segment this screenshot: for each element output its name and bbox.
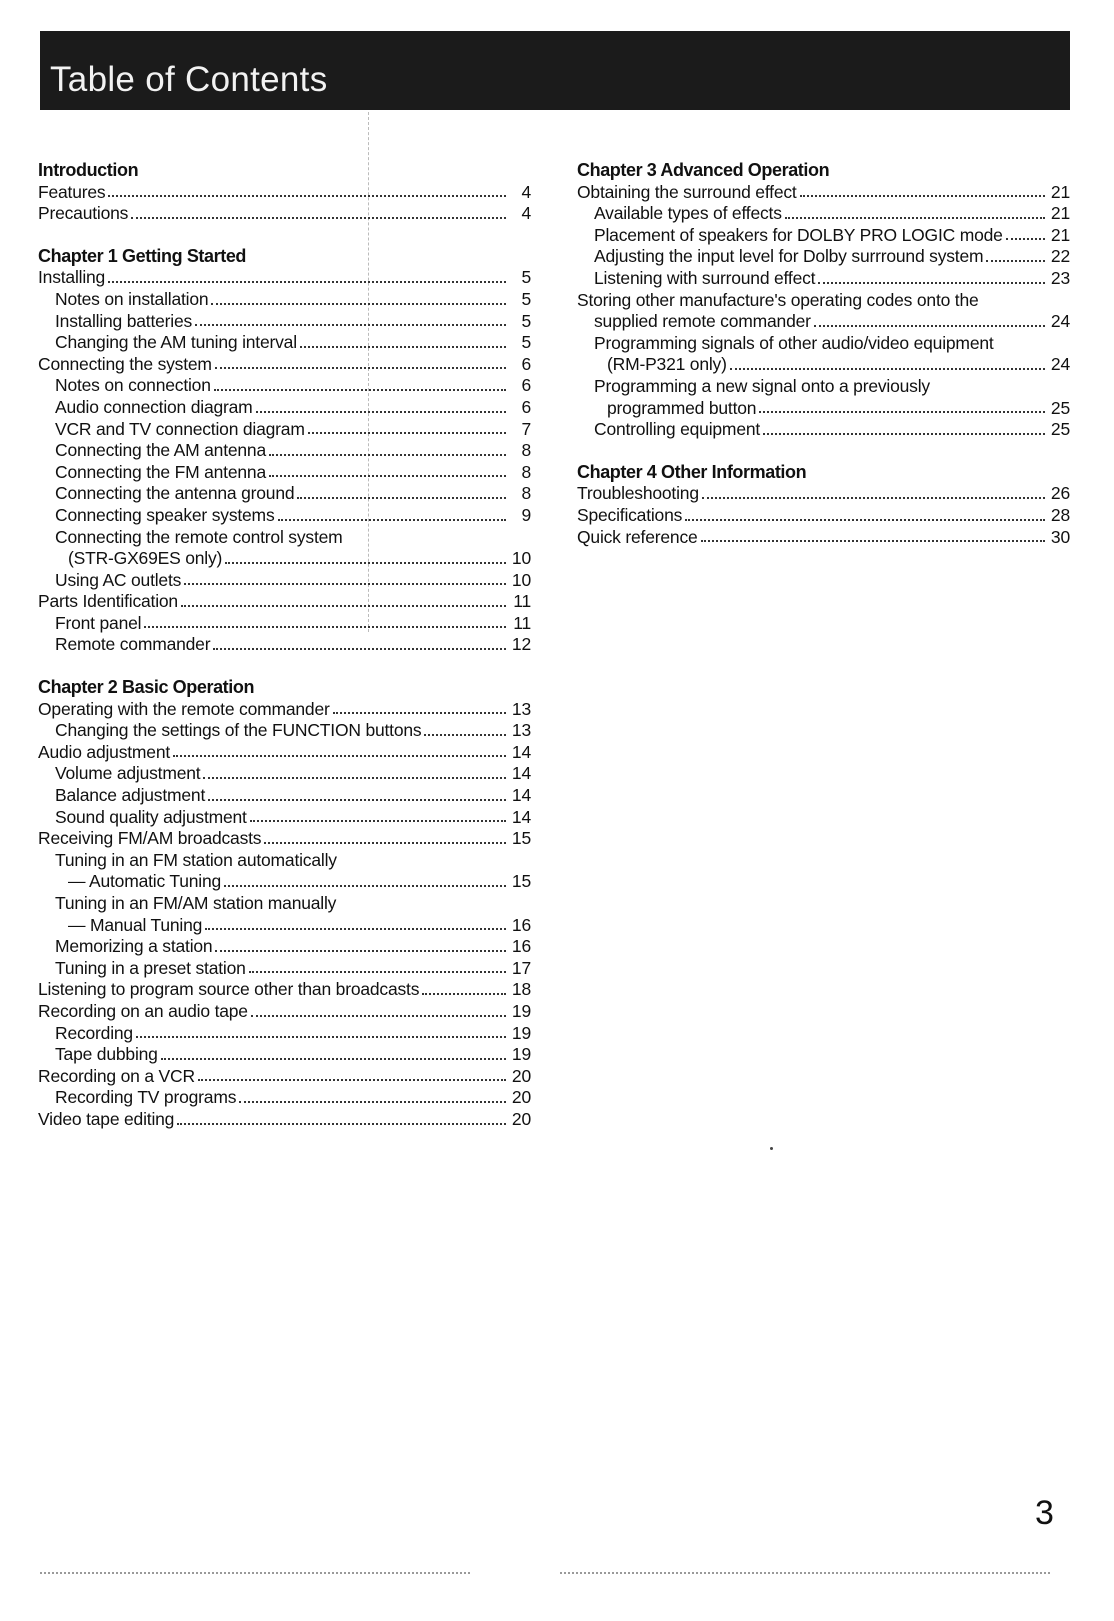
entry-page: 13	[511, 720, 531, 741]
dot-leader	[424, 734, 506, 736]
toc-entry	[38, 742, 531, 764]
scan-noise-left	[40, 1572, 470, 1574]
toc-entry	[38, 915, 531, 937]
toc-left-column	[38, 160, 531, 1152]
entry-title: (RM-P321 only)	[607, 354, 727, 375]
toc-entry	[38, 699, 531, 721]
dot-leader	[136, 1036, 506, 1038]
entry-title: Sound quality adjustment	[55, 806, 247, 827]
dot-leader	[214, 389, 506, 391]
toc-entry	[577, 203, 1070, 225]
toc-entry	[38, 354, 531, 376]
dot-leader	[278, 519, 507, 521]
dot-leader	[215, 367, 506, 369]
dot-leader	[264, 842, 506, 844]
entry-title: Features	[38, 181, 106, 202]
entry-title: Tuning in an FM/AM station manually	[55, 893, 337, 913]
entry-page: 28	[1050, 504, 1070, 525]
toc-entry	[38, 1109, 531, 1131]
entry-title: Connecting the system	[38, 353, 212, 374]
entry-page: 8	[521, 440, 531, 461]
entry-title: Precautions	[38, 203, 129, 224]
entry-page: 14	[511, 806, 531, 827]
dot-leader	[239, 1101, 506, 1103]
entry-page: 20	[511, 1087, 531, 1108]
dot-leader	[251, 1015, 506, 1017]
dot-leader	[198, 1079, 506, 1081]
toc-entry	[577, 354, 1070, 376]
dot-leader	[422, 993, 506, 995]
entry-page: 6	[521, 396, 531, 417]
dot-leader	[759, 411, 1045, 413]
toc-entry	[38, 203, 531, 225]
toc-entry	[38, 462, 531, 484]
entry-title: — Manual Tuning	[68, 914, 203, 935]
entry-page: 16	[511, 914, 531, 935]
toc-entry	[38, 785, 531, 807]
dot-leader	[333, 712, 506, 714]
entry-page: 5	[521, 332, 531, 353]
title-banner	[40, 31, 1070, 110]
toc-entry	[38, 634, 531, 656]
dot-leader	[300, 346, 506, 348]
dot-leader	[195, 324, 506, 326]
entry-title: Tuning in a preset station	[55, 957, 246, 978]
entry-page: 15	[511, 828, 531, 849]
entry-page: 22	[1050, 246, 1070, 267]
entry-title: supplied remote commander	[594, 311, 811, 332]
entry-title: Connecting the FM antenna	[55, 461, 266, 482]
entry-page: 5	[521, 310, 531, 331]
entry-page: 19	[511, 1000, 531, 1021]
dot-leader	[225, 562, 506, 564]
section-heading: Chapter 4 Other Information	[577, 461, 807, 482]
dot-leader	[177, 1123, 506, 1125]
dot-leader	[181, 605, 506, 607]
toc-entry	[577, 311, 1070, 333]
section-heading: Chapter 2 Basic Operation	[38, 677, 255, 698]
toc-entry	[38, 1023, 531, 1045]
entry-page: 25	[1050, 419, 1070, 440]
entry-page: 23	[1050, 267, 1070, 288]
entry-title: Changing the settings of the FUNCTION buttons	[55, 720, 422, 741]
toc-entry	[38, 1087, 531, 1109]
dot-leader	[814, 325, 1045, 327]
entry-title: Storing other manufacture's operating codes onto the	[577, 289, 979, 310]
dot-leader	[269, 475, 506, 477]
toc-entry	[38, 267, 531, 289]
dot-leader	[256, 411, 506, 413]
entry-page: 26	[1050, 483, 1070, 504]
entry-title: Tape dubbing	[55, 1044, 158, 1065]
toc-entry	[38, 936, 531, 958]
page-title: Table of Contents	[50, 60, 328, 99]
entry-title: Quick reference	[577, 526, 698, 547]
entry-page: 4	[521, 203, 531, 224]
entry-page: 18	[511, 979, 531, 1000]
entry-title: Operating with the remote commander	[38, 698, 330, 719]
entry-title: VCR and TV connection diagram	[55, 418, 305, 439]
entry-title: Listening to program source other than broadcasts	[38, 979, 420, 1000]
toc-section	[577, 160, 1070, 441]
entry-page: 6	[521, 375, 531, 396]
dot-leader	[205, 928, 506, 930]
dot-leader	[108, 281, 506, 283]
entry-title: Recording on an audio tape	[38, 1000, 248, 1021]
entry-page: 14	[511, 785, 531, 806]
toc-entry	[577, 527, 1070, 549]
toc-entry	[38, 289, 531, 311]
toc-entry	[38, 548, 531, 570]
section-heading: Chapter 3 Advanced Operation	[577, 160, 830, 180]
toc-entry	[38, 613, 531, 635]
section-heading: Chapter 1 Getting Started	[38, 245, 247, 266]
toc-entry	[38, 397, 531, 419]
entry-title: Notes on installation	[55, 288, 209, 309]
toc-entry	[38, 763, 531, 785]
entry-title: programmed button	[607, 397, 757, 418]
entry-title: Connecting speaker systems	[55, 504, 275, 525]
entry-title: Receiving FM/AM broadcasts	[38, 828, 262, 849]
entry-page: 25	[1050, 397, 1070, 418]
entry-page: 30	[1050, 526, 1070, 547]
toc-entry	[577, 483, 1070, 505]
entry-title: Audio adjustment	[38, 741, 171, 762]
toc-entry	[38, 483, 531, 505]
entry-page: 21	[1050, 181, 1070, 202]
toc-entry	[38, 332, 531, 354]
entry-page: 10	[511, 548, 531, 569]
toc-entry	[38, 871, 531, 893]
entry-title: Listening with surround effect	[594, 267, 816, 288]
entry-title: Volume adjustment	[55, 763, 201, 784]
toc-entry	[577, 246, 1070, 268]
entry-page: 13	[511, 698, 531, 719]
dot-leader	[211, 303, 506, 305]
entry-title: Remote commander	[55, 634, 211, 655]
entry-page: 7	[521, 418, 531, 439]
entry-title: Audio connection diagram	[55, 396, 253, 417]
entry-title: Connecting the antenna ground	[55, 483, 295, 504]
dot-leader	[249, 971, 506, 973]
entry-page: 14	[511, 741, 531, 762]
dot-leader	[224, 885, 506, 887]
dot-leader	[108, 195, 506, 197]
toc-entry	[38, 591, 531, 613]
dot-leader	[785, 217, 1045, 219]
entry-page: 11	[513, 612, 531, 633]
entry-title: Available types of effects	[594, 203, 782, 224]
toc-entry	[38, 720, 531, 742]
toc-entry	[38, 440, 531, 462]
toc-entry	[38, 419, 531, 441]
toc-entry	[577, 419, 1070, 441]
entry-title: Using AC outlets	[55, 569, 182, 590]
toc-entry	[577, 268, 1070, 290]
dot-leader	[184, 583, 506, 585]
entry-title: Placement of speakers for DOLBY PRO LOGIC mode	[594, 224, 1003, 245]
dot-leader	[213, 648, 506, 650]
dot-leader	[308, 432, 506, 434]
dot-leader	[173, 755, 506, 757]
entry-title: Programming signals of other audio/video equipment	[594, 332, 994, 353]
dot-leader	[161, 1058, 506, 1060]
toc-section	[38, 677, 531, 1130]
entry-title: Adjusting the input level for Dolby surrround system	[594, 246, 984, 267]
toc-entry	[38, 1066, 531, 1088]
entry-title: — Automatic Tuning	[68, 871, 222, 892]
entry-title: Tuning in an FM station automatically	[55, 849, 337, 870]
entry-title: Obtaining the surround effect	[577, 181, 797, 202]
entry-title: Installing batteries	[55, 310, 193, 331]
entry-title: Connecting the remote control system	[55, 526, 343, 547]
entry-page: 21	[1050, 224, 1070, 245]
entry-page: 8	[521, 461, 531, 482]
entry-title: (STR-GX69ES only)	[68, 548, 223, 569]
entry-page: 12	[511, 634, 531, 655]
entry-page: 24	[1050, 354, 1070, 375]
entry-page: 5	[521, 267, 531, 288]
entry-page: 17	[511, 957, 531, 978]
toc-entry	[577, 225, 1070, 247]
entry-page: 6	[521, 353, 531, 374]
entry-title: Video tape editing	[38, 1108, 175, 1129]
toc-section	[38, 160, 531, 225]
toc-entry	[38, 828, 531, 850]
toc-entry	[38, 182, 531, 204]
dot-leader	[730, 368, 1045, 370]
dot-leader	[986, 260, 1045, 262]
dot-leader	[144, 626, 506, 628]
entry-title: Recording	[55, 1022, 133, 1043]
toc-entry	[38, 979, 531, 1001]
toc-entry	[38, 1001, 531, 1023]
entry-page: 14	[511, 763, 531, 784]
toc-entry	[38, 527, 531, 549]
entry-page: 21	[1050, 203, 1070, 224]
entry-page: 11	[513, 591, 531, 612]
entry-title: Balance adjustment	[55, 785, 206, 806]
toc-entry	[38, 505, 531, 527]
toc-entry	[38, 850, 531, 872]
entry-title: Changing the AM tuning interval	[55, 332, 297, 353]
dot-leader	[818, 282, 1045, 284]
dot-leader	[685, 519, 1045, 521]
dot-leader	[203, 777, 506, 779]
entry-page: 20	[511, 1108, 531, 1129]
dot-leader	[1006, 238, 1045, 240]
entry-page: 20	[511, 1065, 531, 1086]
dot-leader	[131, 217, 506, 219]
entry-title: Memorizing a station	[55, 936, 213, 957]
toc-section	[38, 246, 531, 656]
dot-leader	[702, 497, 1045, 499]
entry-title: Controlling equipment	[594, 419, 761, 440]
page-number: 3	[1035, 1494, 1054, 1532]
entry-title: Connecting the AM antenna	[55, 440, 266, 461]
toc-entry	[38, 893, 531, 915]
dot-leader	[800, 195, 1045, 197]
toc-section	[577, 462, 1070, 548]
toc-entry	[577, 505, 1070, 527]
entry-title: Installing	[38, 267, 106, 288]
entry-title: Parts Identification	[38, 591, 178, 612]
toc-entry	[38, 807, 531, 829]
section-heading: Introduction	[38, 160, 139, 180]
toc-entry	[577, 290, 1070, 312]
scan-speck	[770, 1147, 773, 1150]
entry-page: 9	[521, 504, 531, 525]
entry-page: 16	[511, 936, 531, 957]
entry-page: 10	[511, 569, 531, 590]
dot-leader	[269, 454, 506, 456]
entry-page: 24	[1050, 311, 1070, 332]
dot-leader	[215, 950, 506, 952]
entry-title: Recording TV programs	[55, 1087, 237, 1108]
entry-page: 15	[511, 871, 531, 892]
entry-page: 8	[521, 483, 531, 504]
entry-page: 4	[521, 181, 531, 202]
entry-page: 5	[521, 288, 531, 309]
toc-entry	[577, 376, 1070, 398]
toc-entry	[577, 333, 1070, 355]
dot-leader	[250, 820, 506, 822]
toc-entry	[38, 570, 531, 592]
toc-entry	[38, 1044, 531, 1066]
entry-title: Notes on connection	[55, 375, 211, 396]
dot-leader	[208, 799, 506, 801]
toc-right-column	[577, 160, 1070, 569]
entry-title: Front panel	[55, 612, 142, 633]
entry-title: Troubleshooting	[577, 483, 699, 504]
scan-noise-right	[560, 1572, 1050, 1574]
entry-page: 19	[511, 1022, 531, 1043]
entry-title: Specifications	[577, 504, 683, 525]
dot-leader	[763, 433, 1045, 435]
toc-entry	[38, 311, 531, 333]
dot-leader	[701, 540, 1045, 542]
toc-entry	[577, 182, 1070, 204]
toc-entry	[577, 398, 1070, 420]
toc-entry	[38, 375, 531, 397]
entry-title: Recording on a VCR	[38, 1065, 195, 1086]
entry-page: 19	[511, 1044, 531, 1065]
dot-leader	[297, 497, 506, 499]
toc-entry	[38, 958, 531, 980]
entry-title: Programming a new signal onto a previously	[594, 375, 930, 396]
